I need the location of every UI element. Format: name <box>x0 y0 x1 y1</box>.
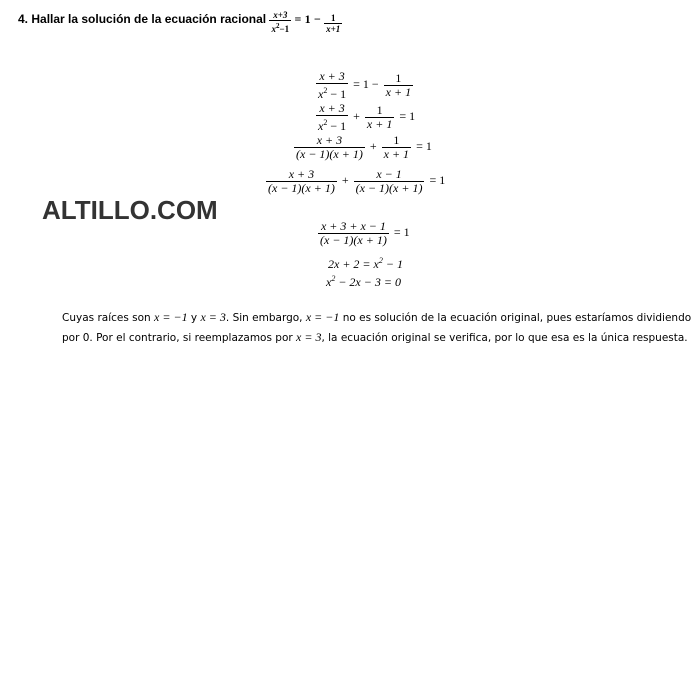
altillo-watermark: ALTILLO.COM <box>42 195 218 225</box>
step-7: $x^2 - 2x - 3 = 0$ <box>326 274 401 289</box>
step-3-fraction-2: $\frac{1}{x + 1}$ <box>383 133 410 161</box>
step-4-fraction-1: $\frac{x + 3}{(x - 1)(x + 1)}$ <box>268 167 335 195</box>
step-1-fraction-1: $\frac{x + 3}{x^2 - 1}$ <box>318 69 347 101</box>
conclusion-paragraph: Cuyas raíces son x = −1 y x = 3. Sin embargo, x = −1 no es solución de la ecuación original, pues estaríamos dividiendo por 0. Por el contrario, si reemplazamos por x = 3, la ecuación original se verifica, por lo que esa es la única respuesta. <box>62 310 692 344</box>
step-2: $\frac{x + 3}{x^2 - 1}$ + $\frac{1}{x + 1}$ = 1 <box>318 101 416 133</box>
problem-heading <box>18 10 342 34</box>
step-4-fraction-2: $\frac{x - 1}{(x - 1)(x + 1)}$ <box>355 167 423 195</box>
step-4: $\frac{x + 3}{(x - 1)(x + 1)}$ + $\frac{x - 1}{(x - 1)(x + 1)}$ = 1 <box>268 167 446 195</box>
problem-text: Hallar la solución de la ecuación racional <box>31 12 267 26</box>
step-3: $\frac{x + 3}{(x - 1)(x + 1)}$ + $\frac{1}{x + 1}$ = 1 <box>296 133 432 161</box>
heading-minus: − <box>313 12 321 26</box>
heading-one: 1 <box>304 12 311 26</box>
step-5-fraction: $\frac{x + 3 + x - 1}{(x - 1)(x + 1)}$ <box>320 219 387 247</box>
step-1-fraction-2: $\frac{1}{x + 1}$ <box>385 71 412 99</box>
step-3-fraction-1: $\frac{x + 3}{(x - 1)(x + 1)}$ <box>296 133 363 161</box>
step-6: $2x + 2 = x^2 - 1$ <box>328 256 403 271</box>
heading-equals: = <box>294 12 302 26</box>
heading-fraction-2: $\frac{1}{x+1}$ <box>326 13 341 34</box>
step-2-fraction-1: $\frac{x + 3}{x^2 - 1}$ <box>318 101 347 133</box>
step-2-fraction-2: $\frac{1}{x + 1}$ <box>366 103 393 131</box>
problem-number: 4. <box>18 12 29 26</box>
step-1: $\frac{x + 3}{x^2 - 1}$ = 1 − $\frac{1}{x + 1}$ <box>318 69 412 101</box>
step-5: $\frac{x + 3 + x - 1}{(x - 1)(x + 1)}$ = 1 <box>320 219 410 247</box>
heading-fraction-1: $\frac{x+3}{x^2-1}$ <box>271 10 290 34</box>
